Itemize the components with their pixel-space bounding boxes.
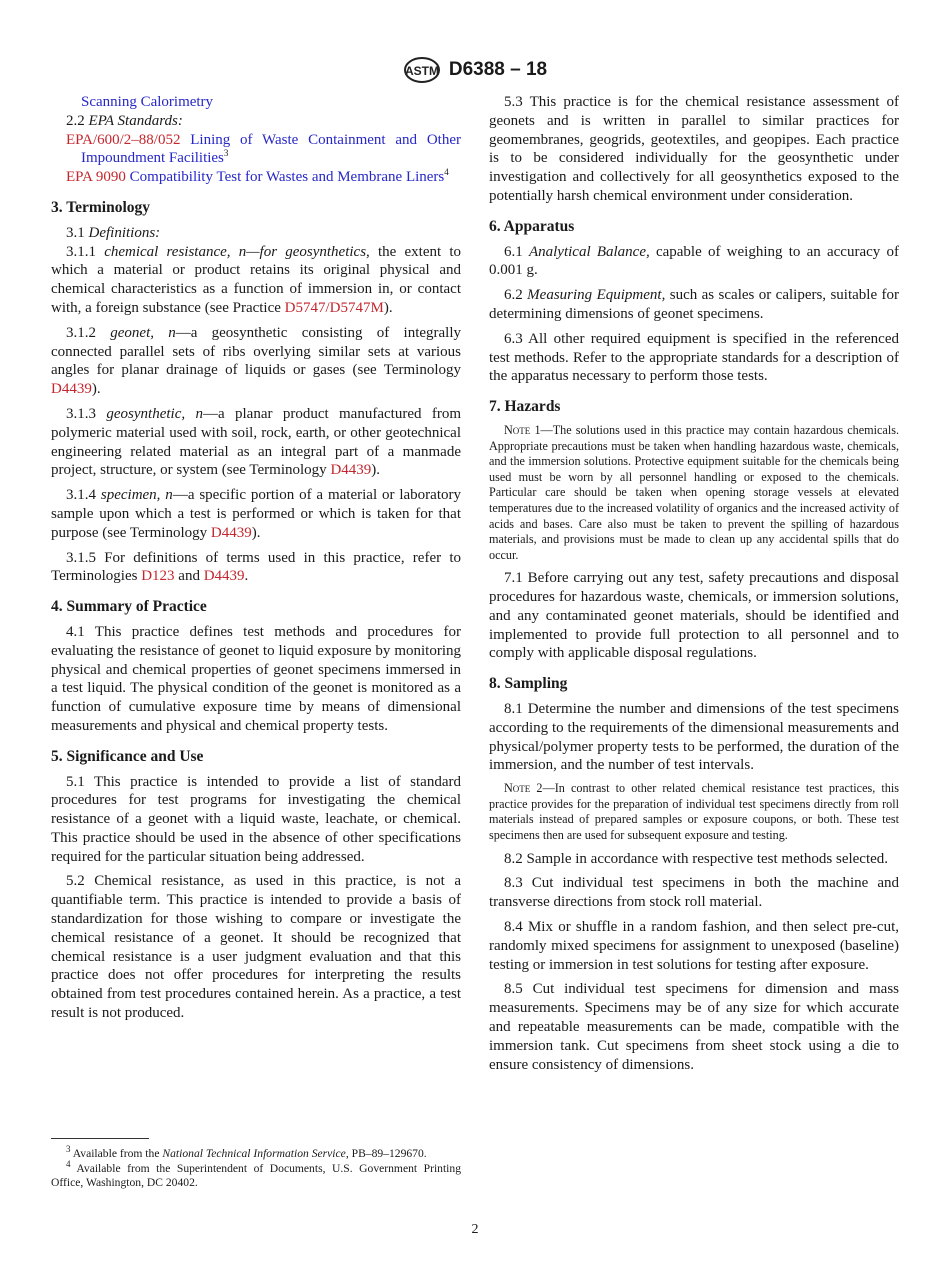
text-span: Note bbox=[504, 422, 531, 437]
footnote bbox=[51, 1144, 461, 1162]
footnote-marker: 3 bbox=[223, 148, 229, 159]
footnote bbox=[51, 1158, 461, 1191]
footnote-divider bbox=[51, 1138, 149, 1139]
right-column bbox=[489, 93, 899, 1080]
text-span: 3.1.2 bbox=[66, 324, 111, 341]
paragraph bbox=[51, 243, 461, 318]
note-paragraph bbox=[489, 423, 899, 563]
paragraph bbox=[489, 980, 899, 1074]
standard-reference-link[interactable]: D4439 bbox=[330, 462, 372, 479]
text-span: , the extent to which a material or product retains its original physical and chemical characteristics as a function of immersion in, or contact with, a foreign substance (see Practice bbox=[51, 243, 461, 316]
text-span: , PB–89–129670. bbox=[345, 1147, 427, 1160]
section-heading bbox=[489, 675, 899, 694]
text-span: Analytical Balance, bbox=[528, 243, 650, 260]
text-span: ). bbox=[371, 462, 381, 479]
paragraph bbox=[51, 405, 461, 480]
svg-text:ASTM: ASTM bbox=[404, 64, 439, 78]
text-span: EPA Standards: bbox=[88, 112, 183, 129]
document-link[interactable]: Lining of Waste Containment and Other Impoundment Facilities bbox=[81, 131, 461, 167]
text-span: capable of weighing to an accuracy of 0.001 g. bbox=[489, 243, 899, 279]
text-span: Note bbox=[504, 781, 531, 796]
document-link[interactable]: Compatibility Test for Wastes and Membrane Liners bbox=[125, 169, 445, 186]
paragraph bbox=[489, 918, 899, 974]
text-span: specimen, n bbox=[100, 487, 173, 504]
footnote-marker: 4 bbox=[444, 167, 449, 178]
section-heading bbox=[51, 598, 461, 617]
standard-reference-link[interactable]: D4439 bbox=[51, 381, 92, 398]
text-span: 6.2 bbox=[504, 287, 528, 304]
paragraph bbox=[51, 93, 461, 112]
paragraph bbox=[51, 112, 461, 131]
paragraph bbox=[51, 773, 461, 867]
text-span: chemical resistance, n—for geosynthetics bbox=[104, 243, 367, 260]
page-number: 2 bbox=[471, 1222, 479, 1237]
text-span: 5. Significance and Use bbox=[51, 747, 204, 765]
text-span: geosynthetic, n bbox=[106, 405, 203, 422]
astm-logo-icon bbox=[403, 57, 441, 83]
text-span: 3.1.5 For definitions of terms used in this practice, refer to Terminologies bbox=[51, 549, 461, 585]
footnote-marker: 4 bbox=[66, 1158, 71, 1169]
standard-reference-link[interactable]: EPA 9090 bbox=[66, 169, 126, 186]
text-span: —a specific portion of a material or laboratory sample upon which a test is performed or which is taken for that purpose (see Terminology bbox=[51, 487, 461, 541]
text-span: ). bbox=[91, 381, 101, 398]
paragraph bbox=[51, 224, 461, 243]
text-span: 8.4 Mix or shuffle in a random fashion, and then select pre-cut, randomly mixed specimens for assignment to unexposed (baseline) testing or immersion in test solutions for testing after exposure. bbox=[489, 919, 899, 973]
text-span: ). bbox=[383, 299, 393, 316]
text-span: 2—In contrast to other related chemical resistance test practices, this practice provides for the preparation of individual test specimens directly from roll materials instead of prepared samples or exposure coupons, or both. These test specimens then are used for subsequent exposure and testing. bbox=[489, 781, 899, 843]
paragraph bbox=[489, 569, 899, 663]
text-span: 1—The solutions used in this practice may contain hazardous chemicals. Appropriate precautions must be taken when handling hazardous waste, chemicals, and the immersion solutions. Protective equipment suitable for the chemicals being used must be worn by all personnel handling or exposed to the chemicals. Particular care should be taken when opening storage vessels at elevated temperatures due to the increased volatility of organics and the increased activity of acids and bases. Care also must be taken to prevent the spilling of hazardous materials, and provisions must be made to clean up any accidental spills that do occur. bbox=[489, 422, 899, 562]
standard-reference-link[interactable]: D4439 bbox=[210, 524, 252, 541]
text-span: 8.3 Cut individual test specimens in both the machine and transverse directions from stock roll material. bbox=[489, 875, 899, 911]
text-span: Definitions: bbox=[88, 224, 161, 241]
text-span: 6. Apparatus bbox=[489, 217, 575, 235]
standard-reference-link[interactable]: EPA/600/2–88/052 bbox=[66, 131, 181, 148]
text-span: Available from the Superintendent of Documents, U.S. Government Printing Office, Washington, DC 20402. bbox=[51, 1161, 461, 1190]
paragraph bbox=[489, 93, 899, 206]
standard-reference-link[interactable]: D123 bbox=[141, 568, 175, 585]
text-span: 6.1 bbox=[504, 243, 529, 260]
footnote-marker: 3 bbox=[66, 1144, 71, 1155]
section-heading bbox=[51, 748, 461, 767]
text-span: 4. Summary of Practice bbox=[51, 598, 207, 616]
standard-reference-link[interactable]: D4439 bbox=[203, 568, 245, 585]
paragraph bbox=[51, 486, 461, 542]
note-paragraph bbox=[489, 781, 899, 843]
text-span: such as scales or calipers, suitable for determining dimensions of geonet specimens. bbox=[489, 287, 900, 322]
text-span: Measuring Equipment, bbox=[527, 287, 666, 304]
text-span: 5.1 This practice is intended to provide a list of standard procedures for test programs for investigating the chemical resistance of a geonet with a liquid waste, leachate, or chemical. This practice should be used in the absence of other specifications required for the particular situation being addressed. bbox=[51, 773, 461, 865]
text-span: —a geosynthetic consisting of integrally connected parallel sets of ribs overlying similar sets at various angles for planar drainage of liquids or gases (see Terminology bbox=[51, 324, 462, 379]
text-span: 5.3 This practice is for the chemical resistance assessment of geonets and is written in parallel to similar practices for geomembranes, geogrids, geotextiles, and geopipes. Each practice is to be considered individually for the geosynthetic under investigation and collectively for all geosynthetics exposed to the potentially harsh chemical environment under consideration. bbox=[489, 94, 899, 204]
section-heading bbox=[489, 218, 899, 237]
page-header bbox=[0, 57, 950, 83]
text-span: 8.5 Cut individual test specimens for dimension and mass measurements. Specimens may be of any size for which accurate and repeatable measurements can be made, compatible with the immersion tank. Cut specimens from sheet stock using a die to ensure consistency of dimensions. bbox=[489, 981, 899, 1073]
paragraph bbox=[51, 168, 461, 187]
text-span: National Technical Information Service bbox=[162, 1147, 346, 1160]
text-span: 8.2 Sample in accordance with respective test methods selected. bbox=[504, 850, 889, 867]
text-span: Available from the bbox=[70, 1147, 163, 1160]
text-span: geonet, n bbox=[110, 324, 176, 341]
text-span: 5.2 Chemical resistance, as used in this practice, is not a quantifiable term. This practice is intended to provide a basis of standardization for those wishing to compare or investigate the chemical resistance of a geonet. It should be recognized that chemical resistance is a user judgment evaluation and that this practice does not offer procedures for interpreting the results obtained from test procedures contained herein. As a practice, a test result is not produced. bbox=[51, 873, 461, 1022]
paragraph bbox=[51, 872, 461, 1022]
footnotes bbox=[51, 1138, 461, 1191]
paragraph bbox=[489, 700, 899, 775]
text-span: 8.1 Determine the number and dimensions of the test specimens according to the requirements of the dimensional measurements and physical/polymer property tests to be performed, the duration of the immersion, and the number of test intervals. bbox=[489, 701, 899, 774]
text-span: 6.3 All other required equipment is specified in the referenced test methods. Refer to the appropriate standards for a description of the apparatus necessary to perform those tests. bbox=[489, 330, 899, 385]
section-heading bbox=[489, 398, 899, 417]
standard-reference-link[interactable]: D5747/D5747M bbox=[284, 299, 384, 316]
text-span: 7. Hazards bbox=[489, 398, 561, 416]
standard-designation: D6388 – 18 bbox=[448, 59, 548, 80]
text-span: 3.1 bbox=[66, 224, 89, 241]
paragraph bbox=[489, 874, 899, 912]
text-span: 8. Sampling bbox=[489, 675, 568, 693]
paragraph bbox=[51, 549, 461, 587]
text-span: . bbox=[244, 568, 249, 585]
text-span: 3.1.1 bbox=[66, 243, 105, 260]
text-span: —a planar product manufactured from polymeric material used with soil, rock, earth, or other geotechnical engineering related material as an integral part of a manmade project, structure, or system (see Terminology bbox=[51, 405, 461, 479]
paragraph bbox=[51, 131, 461, 169]
text-span: 2.2 bbox=[66, 112, 89, 129]
left-column bbox=[51, 93, 461, 1029]
paragraph bbox=[489, 330, 899, 386]
paragraph bbox=[489, 286, 899, 324]
text-span: 3.1.3 bbox=[66, 405, 107, 422]
paragraph bbox=[489, 850, 899, 869]
text-span: 3.1.4 bbox=[66, 487, 101, 504]
text-span: 4.1 This practice defines test methods and procedures for evaluating the resistance of geonet to liquid exposure by monitoring physical and chemical properties of geonet specimens immersed in a test liquid. The physical condition of the geonet is monitored as a function of cumulative exposure time by means of dimensional measurements and physical and chemical property tests. bbox=[51, 623, 461, 734]
text-span: 7.1 Before carrying out any test, safety precautions and disposal procedures for hazardous waste, chemicals, or immersion solutions, and any contaminated geonet materials, should be identified and implemented to provide full protection to all personnel and to comply with applicable disposal regulations. bbox=[489, 570, 899, 662]
document-link[interactable]: Scanning Calorimetry bbox=[81, 94, 214, 110]
paragraph bbox=[51, 623, 461, 736]
section-heading bbox=[51, 199, 461, 218]
paragraph bbox=[489, 243, 899, 281]
paragraph bbox=[51, 324, 461, 399]
text-span: 3. Terminology bbox=[51, 198, 151, 216]
text-span: and bbox=[174, 568, 204, 585]
text-span: ). bbox=[251, 524, 261, 541]
